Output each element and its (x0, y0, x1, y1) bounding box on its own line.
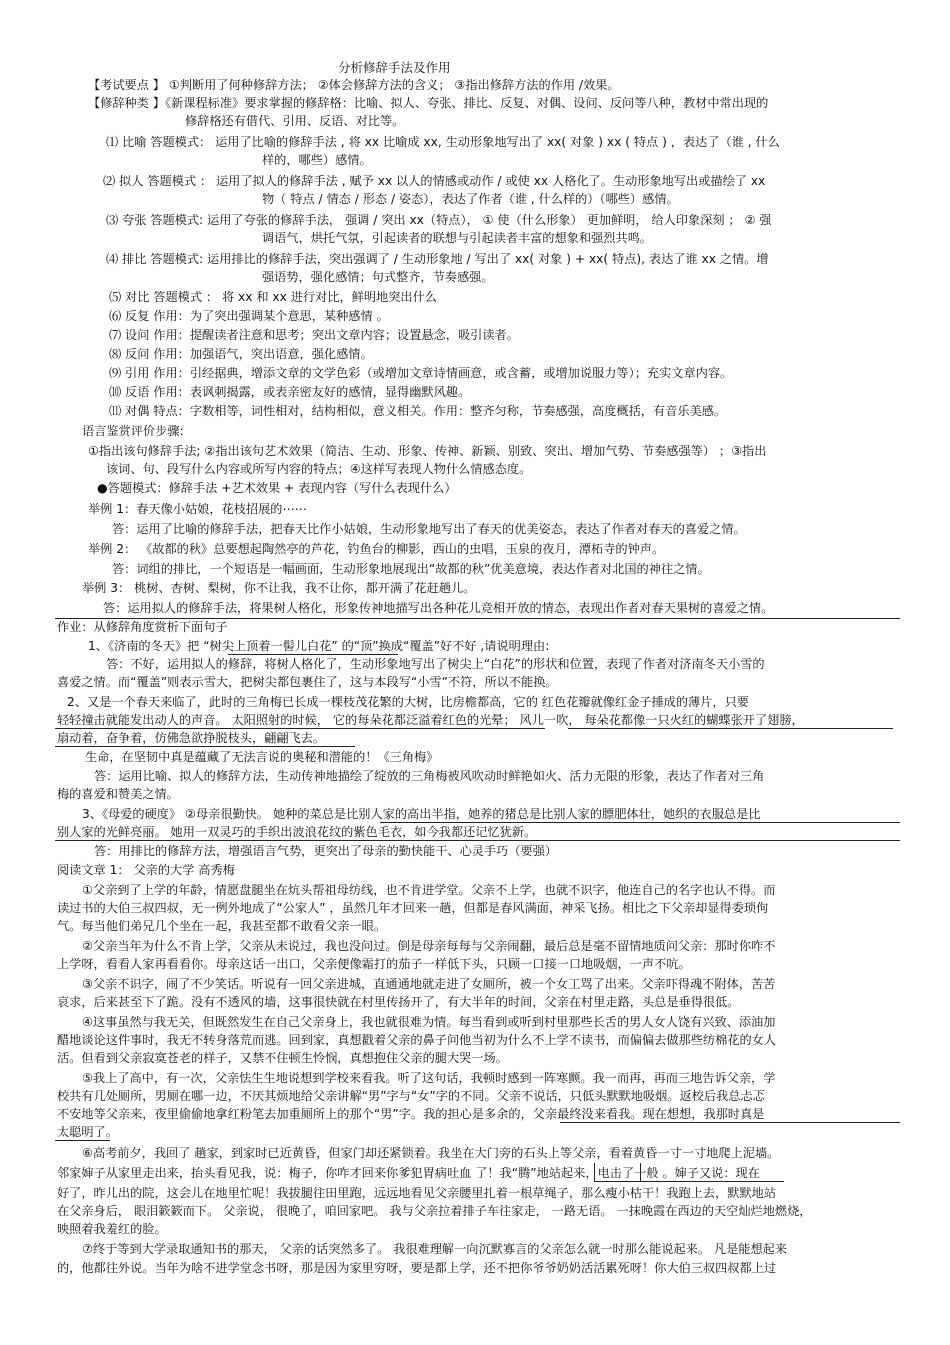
homework-2: 2、又是一个春天来临了，此时的三角梅已长成一棵枝茂花繁的大树，比房檐都高，它的 红色花瓣就像红金子捶成的薄片，只要 (67, 695, 749, 709)
paragraph-3: ③父亲不识字，闹了不少笑话。听说有一回父亲进城，直通通地就走进了女厕所，被一个女工骂了出来。父亲吓得魂不附体，苦苦 (82, 977, 776, 991)
underline (380, 822, 900, 823)
text-line: 气。每当他们弟兄几个坐在一起，我甚至都不敢看父亲一眼。 (57, 919, 387, 933)
rhetoric-types-line: 【修辞种类 】《新课程标准》要求掌握的修辞格：比喻、拟人、夸张、排比、反复、对偶、设问、反问等八种，教材中常出现的 (88, 96, 769, 110)
underline (55, 746, 355, 747)
text-line: 样的，哪些）感情。 (262, 153, 372, 167)
text-line: 该词、句、段写什么内容或所写内容的特点；④这样写表现人物什么情感态度。 (106, 462, 532, 476)
paragraph-7: ⑦终于等到大学录取通知书的那天， 父亲的话突然多了。 我很难理解一向沉默寡言的父亲怎么就一时那么能说起来。 凡是能想起来 (82, 1242, 788, 1256)
reading-heading: 阅读文章 1： 父亲的大学 高秀梅 (57, 863, 235, 877)
steps-heading: 语言鉴赏评价步骤: (82, 424, 184, 438)
text-line: 醋地谈论这件事时，我无不转身落荒而逃。回到家，真想戳着父亲的鼻子问他当初为什么不上学不读书，而偏偏去做那些纺棉花的女人 (57, 1033, 777, 1047)
text-line: 生命，在坚韧中真是蕴藏了无法言说的奥秘和潜能的！《三角梅》 (85, 750, 439, 764)
rhetorical-q-line: ⑺ 设问 作用：提醒读者注意和思考；突出文章内容；设置悬念，吸引读者。 (109, 328, 519, 342)
text-line: 物（ 特点 / 情态 / 形态 / 姿态），表达了作者（谁 , 什么样的）（哪些）感情。 (262, 192, 679, 206)
answer-pattern-line: ●答题模式：修辞手法 +艺术效果 + 表现内容（写什么表现什么） (97, 481, 457, 495)
text-line: 不安地等父亲来，夜里偷偷地拿红粉笔去加重厕所上的那个“男”字。我的担心是多余的，父亲最终没来看我。现在想想，我那时真是 (57, 1107, 765, 1121)
text-line: 梅的喜爱和赞美之情。 (57, 787, 179, 801)
text-line: 调语气，烘托气氛，引起读者的联想与引起读者丰富的想象和强烈共鸣。 (262, 231, 652, 245)
paragraph-1: ①父亲到了上学的年龄，情愿盘腿坐在炕头帮祖母纺线，也不肯进学堂。父亲不上学，也就不识字，他连自己的名字也认不得。而 (82, 883, 776, 897)
underline (228, 654, 398, 655)
repetition-line: ⑹ 反复 作用：为了突出强调某个意思，某种感情 。 (109, 309, 389, 323)
metaphor-line: ⑴ 比喻 答题模式： 运用了比喻的修辞手法 , 将 xx 比喻成 xx, 生动形象地写出了 xx( 对象 ) xx ( 特点 ) ，表达了（谁 , 什么 (106, 135, 780, 149)
quotation-line: ⑼ 引用 作用：引经据典，增添文章的文学色彩（或增加文章诗情画意，或含蓄，或增加说服力等）；充实文章内容。 (109, 366, 733, 380)
text-line: 读过书的大伯三叔四叔，无一例外地成了“公家人” ，虽然几年才回来一趟，但都是春风满面，神采飞扬。相比之下父亲却显得委琐佝 (57, 901, 769, 915)
text-line: 喜爱之情。而“覆盖”则表示雪大，把树尖都包裹住了，这与本段写“小雪”不符，所以不能换。 (57, 675, 558, 689)
underline (55, 728, 545, 729)
underline (560, 1122, 900, 1123)
text-line: 太聪明了。 (57, 1125, 118, 1139)
text-line: 邻家婶子从家里走出来，抬头看见我，说：梅子，你咋才回来你爹犯胃病吐血 了！我“腾”地站起来，电击了一般 。婶子又说：现在 (57, 1166, 760, 1180)
example-2: 举例 2： 《故都的秋》总要想起陶然亭的芦花，钓鱼台的柳影，西山的虫唱，玉泉的夜月，潭柘寺的钟声。 (88, 542, 665, 556)
example-3: 举例 3： 桃树、杏树、梨树，你不让我，我不让你，都开满了花赶趟儿。 (82, 581, 476, 595)
text-line: 轻轻撞击就能发出动人的声音。 太阳照射的时候， 它的每朵花都泛溢着红色的光晕； 风儿一吹， 每朵花都像一只火红的蝴蝶张开了翅膀， (57, 713, 804, 727)
text-line: 的，他都往外说。当年为啥不进学堂念书呀，那是因为家里穷呀，要是都上学，还不把你爷爷奶奶活活累死呀！你大伯三叔四叔都上过 (57, 1261, 777, 1275)
paragraph-2: ②父亲当年为什么不肯上学，父亲从未说过，我也没问过。倒是母亲每每与父亲闹翻，最后总是毫不留情地质问父亲：那时你咋不 (82, 939, 776, 953)
text-line: 答：不好，运用拟人的修辞，将树人格化了，生动形象地写出了树尖上“白花”的形状和位置，表现了作者对济南冬天小雪的 (106, 657, 765, 671)
text-line: ①指出该句修辞手法; ②指出该句艺术效果（简洁、生动、形象、传神、新颖、别致、突出、增加气势、节奏感强等） ；③指出 (88, 444, 767, 458)
contrast-line: ⑸ 对比 答题模式 ： 将 xx 和 xx 进行对比，鲜明地突出什么 (109, 290, 437, 304)
answer-3: 答：运用拟人的修辞手法，将果树人格化，形象传神地描写出各种花儿竞相开放的情态，表现出作者对春天果树的喜爱之情。 (103, 601, 774, 615)
underline (55, 840, 900, 841)
paragraph-4: ④这事虽然与我无关，但既然发生在自己父亲身上，我也就很难为情。每当看到或听到村里那些长舌的男人女人饶有兴致、添油加 (82, 1015, 776, 1029)
document-title: 分析修辞手法及作用 (338, 60, 451, 75)
homework-2-answer: 答：运用比喻、拟人的修辞方法，生动传神地描绘了绽放的三角梅被风吹动时鲜艳如火、活力无限的形象，表达了作者对三角 (94, 769, 765, 783)
exam-points-line: 【考试要点 】 ①判断用了何种修辞方法； ②体会修辞方法的含义； ③指出修辞方法的作用 /效果。 (88, 78, 620, 92)
text-line: 上学呀，看看人家再看看你。母亲这话一出口，父亲便像霜打的茄子一样低下头，只顾一口接一口地吸烟，一声不吭。 (57, 957, 691, 971)
paragraph-5: ⑤我上了高中，有一次，父亲怯生生地说想到学校来看我。听了这句话，我顿时感到一阵寒颤。我一而再，再而三地告诉父亲，学 (82, 1071, 776, 1085)
text-line: 在父亲身后， 眼泪簌簌而下。 父亲说， 很晚了，咱回家吧。 我与父亲拉着排子车往家走， 一路无语。 一抹晚霞在西边的天空灿烂地燃烧， (57, 1204, 812, 1218)
text-line: 好了，昨儿出的院，这会儿在地里忙呢！我拔腿往田里跑，远远地看见父亲腰里扎着一根草绳子，那么瘦小枯干！我跑上去，默默地站 (57, 1186, 777, 1200)
text-line: 映照着我羞红的脸。 (57, 1222, 167, 1236)
text-line: 活。但看到父亲寂寞苍老的样子，又禁不住顿生怜悯，真想抱住父亲的腿大哭一场。 (57, 1051, 508, 1065)
homework-3-answer: 答：用排比的修辞方法，增强语言气势，更突出了母亲的勤快能干、心灵手巧（要强） (94, 844, 558, 858)
underline (594, 1181, 784, 1182)
text-line: 强语势，强化感情；句式整齐，节奏感强。 (262, 270, 494, 284)
underline (568, 728, 893, 729)
rhetorical-ask-line: ⑻ 反问 作用：加强语气，突出语意，强化感情。 (109, 347, 373, 361)
parallelism-line: ⑷ 排比 答题模式: 运用排比的修辞手法，突出强调了 / 生动形象地 / 写出了 xx( 对象 ) + xx( 特点), 表达了谁 xx 之情。增 (106, 252, 769, 266)
text-line: 哀求，后来甚至下了跪。没有不透风的墙，这事很快就在村里传扬开了，有大半年的时间，父亲在村里走路，头总是垂得很低。 (57, 995, 740, 1009)
text-line: 别人家的光鲜亮丽。 她用一双灵巧的手织出波浪花纹的紫色毛衣，如今我都还记忆犹新。 (57, 825, 537, 839)
homework-heading: 作业：从修辞角度赏析下面句子 (57, 620, 228, 634)
homework-3: 3、《母爱的硬度》 ②母亲很勤快。 她种的菜总是比别人家的高出半指，她养的猪总是比别人家的膘肥体壮，她织的衣服总是比 (82, 807, 761, 821)
text-line: 修辞格还有借代、引用、反语、对比等。 (185, 114, 405, 128)
answer-2: 答：词组的排比，一个短语是一幅画面，生动形象地展现出“故都的秋”优美意境，表达作者对北国的神往之情。 (112, 562, 710, 576)
example-1: 举例 1：春天像小姑娘，花枝招展的⋯⋯ (88, 502, 307, 516)
paragraph-6: ⑥高考前夕，我回了 趟家，到家时已近黄昏，但家门却还紧锁着。我坐在大门旁的石头上等父亲，看着黄昏一寸一寸地爬上泥墙。 (82, 1146, 780, 1160)
text-line: 校共有几处厕所，男厕在哪一边，不厌其烦地给父亲讲解“男”字与“女”字的不同。父亲不说话，只低头默默地吸烟。返校后我总忐忑 (57, 1089, 765, 1103)
hyperbole-line: ⑶ 夸张 答题模式: 运用了夸张的修辞手法， 强调 / 突出 xx（特点）， ① 使（什么形象） 更加鲜明， 给人印象深刻 ； ② 强 (106, 213, 772, 227)
answer-1: 答：运用了比喻的修辞手法，把春天比作小姑娘，生动形象地写出了春天的优美姿态，表达了作者对春天的喜爱之情。 (112, 522, 746, 536)
personification-line: ⑵ 拟人 答题模式 ： 运用了拟人的修辞手法 , 赋予 xx 以人的情感或动作 / 或使 xx 人格化了。生动形象地写出或描绘了 xx (103, 174, 766, 188)
text-line: 扇动着，奋争着，仿佛急欲挣脱枝头，翩翩飞去。 (57, 731, 326, 745)
irony-line: ⑽ 反语 作用：表讽刺揭露，或表亲密友好的感情，显得幽默风趣。 (109, 385, 471, 399)
antithesis-line: ⑾ 对偶 特点：字数相等，词性相对，结构相似，意义相关。作用：整齐匀称，节奏感强，高度概括，有音乐美感。 (109, 404, 727, 418)
underline (55, 1140, 110, 1141)
homework-1: 1、《济南的冬天》把 “树尖上顶着一髻儿白花” 的“顶”换成“覆盖”好不好 ,请说明理由: (88, 639, 550, 653)
